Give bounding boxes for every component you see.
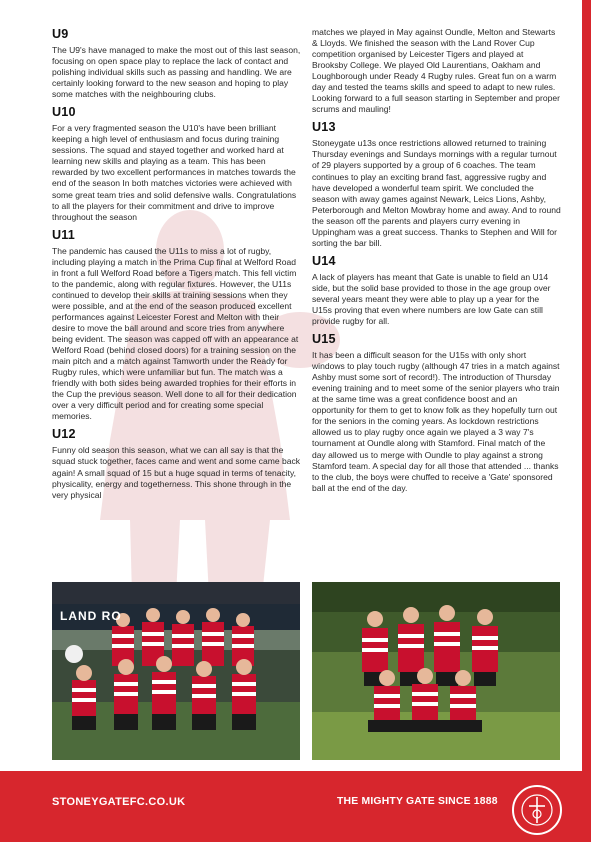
section-body: Funny old season this season, what we can all say is that the squad stuck together, faces came and went and some came back again! A small squad of 15 but a huge squad in terms of tenacity, physicality, energy and togetherness. This shone through in the very physical <box>52 445 301 500</box>
section-body: For a very fragmented season the U10's have been brilliant keeping a high level of enthusiasm and focus during training sessions. The squad and stayed together and worked hard at learning new skills and playing as a team. This has been rewarded by two excellent performances in matches towards the end of the season In both matches victories were achieved with some great team tries and solid defensive walls. Congratulations to all the players for their commitment and drive to improve throughout the season <box>52 123 297 222</box>
section-heading: U11 <box>52 227 76 242</box>
section-heading: U13 <box>312 120 336 135</box>
section-u12 <box>52 427 301 500</box>
section-body: A lack of players has meant that Gate is unable to field an U14 side, but the solid base provided to those in the age group over several years meant they were able to play up a year for the U15s proving that even where numbers are low Gate can still provide rugby for all. <box>312 271 551 327</box>
section-heading: U10 <box>52 105 76 120</box>
club-crest-icon <box>511 784 563 836</box>
section-u10 <box>52 105 301 222</box>
section-heading: U14 <box>312 253 336 268</box>
website-link[interactable]: STONEYGATEFC.CO.UK <box>52 796 186 808</box>
section-u15 <box>312 332 561 494</box>
left-column <box>52 27 301 506</box>
right-accent-bar <box>582 0 591 780</box>
section-body: Stoneygate u13s once restrictions allowed returned to training Thursday evenings and Sundays mornings with a regular turnout of 29 players supported by a group of 6 coaches. The team continues to play an exciting brand fast, aggressive rugby and have developed a wonderful team spirit. We concluded the season with away games against Newark, Leics Lions, Ashby, Peterborough and Melton Mowbray home and away. And to round the season off the parents and players curry evening in Uppingham was a great success. Thanks to Stephen and Will for sorting the bar bill. <box>312 138 561 248</box>
section-body: The pandemic has caused the U11s to miss a lot of rugby, including playing a match in the Prima Cup final at Welford Road in front a full Welford Road before a Tigers match. This fell victim to the pandemic, along with regular fixtures. However, the U11s continued to develop their skills at training sessions when they were possible, and at the end of the season produced excellent performances against Leicester Forest and Melton with their desire to move the ball around and score tries from anywhere being evident. The season was capped off with an appearance at Welford Road (behind closed doors) for a training session on the main pitch and a match against Tamworth under the Ready for Rugby rules, which were unfamiliar but fun. The match was a friendly with both sides being awarded trophies for their efforts in the Cup the previous season. Well done to all for their dedication over a very difficult period and for creating some special memories. <box>52 245 299 422</box>
section-body: The U9's have managed to make the most out of this last season, focusing on open space play to replace the lack of contact and polishing individual skills such as passing and handling. We are certainly looking forward to the new season and hoping to play some matches with the neighbouring clubs. <box>52 45 301 100</box>
section-body: matches we played in May against Oundle, Melton and Stewarts & Lloyds. We finished the season with the Land Rover Cup competition organised by Leicester Tigers and played at Brooksby College. We played Old Laurentians, Oakham and Loughborough under Ready 4 Rugby rules. Great fun on a warm day and tested the teams skills and speed to adapt to new rules. Looking forward to a full season starting in September and proper scrums and mauling! <box>312 27 561 115</box>
section-heading: U12 <box>52 427 76 442</box>
section-body: It has been a difficult season for the U15s with only short windows to play touch rugby (although 47 tries in a match against Ashby must some sort of record!). The introduction of Thursday evening training and to meet some of the senior players who train at the same time was a great confidence boost and an opportunity for them to get to know folk as they hopefully turn out for the seniors in the coming years. As lockdown restrictions allowed us to play rugby once again we played a 3 way 7's tournament at Oundle along with Stamford. Final match of the day allowed us to merge with Oundle to play against a strong Stamford team. A special day for all those that attended ... thanks to the club, the boys were chuffed to receive a 'Gate' sponsored ball at the end of the day. <box>312 350 560 493</box>
section-u9 <box>52 27 301 100</box>
stadium-banner-text: LAND RO <box>60 609 122 623</box>
section-u14 <box>312 254 561 327</box>
section-u13 <box>312 120 561 248</box>
u15-team-photo <box>312 582 560 760</box>
section-u12-continued <box>312 27 561 115</box>
right-column <box>312 27 561 499</box>
section-heading: U9 <box>52 27 69 41</box>
section-heading: U15 <box>312 332 336 347</box>
section-u11 <box>52 228 301 423</box>
club-tagline: THE MIGHTY GATE SINCE 1888 <box>337 796 498 807</box>
u15-team-photo-image <box>312 582 560 760</box>
u12-team-photo <box>52 582 300 760</box>
